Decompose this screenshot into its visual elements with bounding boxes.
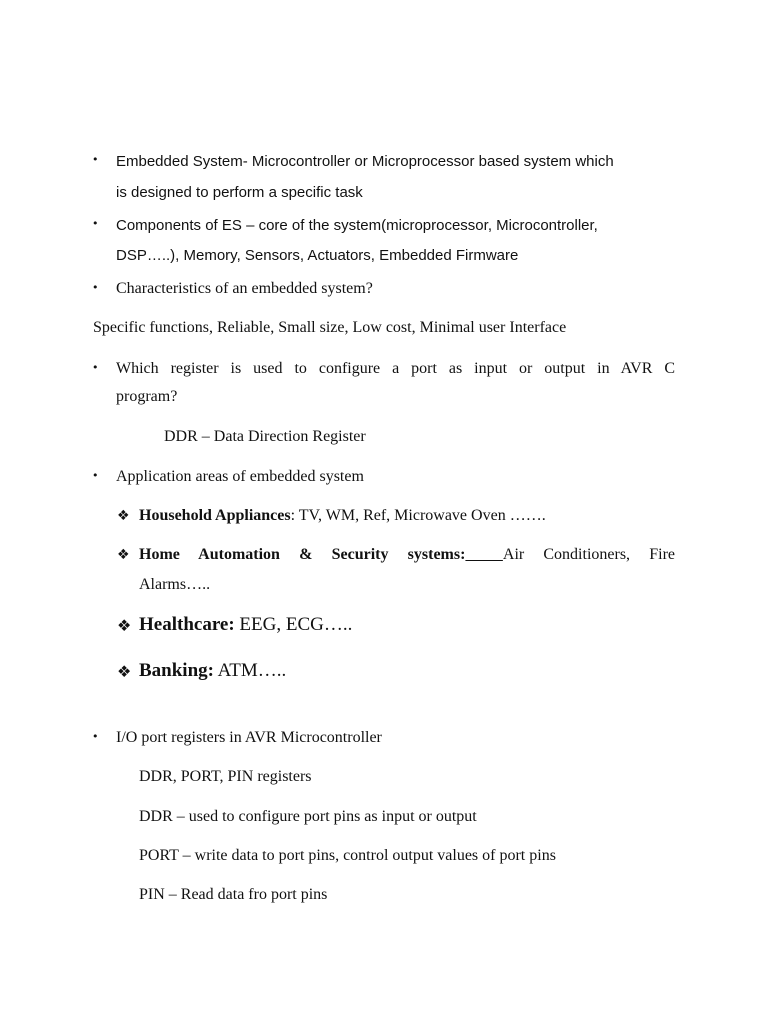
- io-ports-port: PORT – write data to port pins, control output values of port pins: [139, 847, 556, 864]
- register-question-line1: Which register is used to configure a port as input or output in AVR C: [116, 360, 675, 377]
- components-line1: Components of ES – core of the system(microprocessor, Microcontroller,: [116, 217, 598, 234]
- io-ports-registers: DDR, PORT, PIN registers: [139, 768, 312, 785]
- io-ports-ddr: DDR – used to configure port pins as input or output: [139, 808, 477, 825]
- home-automation-item: [139, 546, 675, 564]
- bullet-icon: •: [92, 217, 99, 230]
- diamond-bullet-icon: ❖: [117, 662, 132, 681]
- healthcare-item: [139, 614, 352, 636]
- banking-item: [139, 660, 286, 682]
- register-question-line2: program?: [116, 388, 178, 405]
- bullet-icon: •: [92, 361, 99, 374]
- healthcare-text: EEG, ECG…..: [234, 614, 353, 635]
- io-ports-pin: PIN – Read data fro port pins: [139, 886, 328, 903]
- diamond-bullet-icon: ❖: [117, 616, 132, 635]
- diamond-bullet-icon: ❖: [117, 508, 130, 524]
- bullet-icon: •: [92, 730, 99, 743]
- components-line2: DSP…..), Memory, Sensors, Actuators, Embedded Firmware: [116, 247, 519, 264]
- household-text: : TV, WM, Ref, Microwave Oven …….: [290, 507, 546, 524]
- healthcare-label: Healthcare:: [139, 614, 235, 635]
- bullet-icon: •: [92, 153, 99, 166]
- banking-text: ATM…..: [213, 660, 287, 681]
- home-automation-line2: Alarms…..: [139, 576, 211, 593]
- bullet-icon: •: [92, 281, 99, 294]
- home-automation-text: Air Conditioners, Fire: [502, 546, 675, 563]
- bullet-icon: •: [92, 469, 99, 482]
- diamond-bullet-icon: ❖: [117, 547, 130, 563]
- register-answer: DDR – Data Direction Register: [164, 428, 366, 445]
- household-appliances-item: [139, 507, 546, 525]
- io-ports-heading: I/O port registers in AVR Microcontroller: [116, 729, 382, 746]
- embedded-system-line2: is designed to perform a specific task: [116, 184, 363, 201]
- characteristics-answer: Specific functions, Reliable, Small size, Low cost, Minimal user Interface: [93, 319, 567, 336]
- home-automation-gap: [465, 546, 502, 563]
- applications-heading: Application areas of embedded system: [116, 468, 364, 485]
- home-automation-label: Home Automation & Security systems:: [139, 546, 466, 563]
- household-label: Household Appliances: [139, 507, 291, 524]
- characteristics-question: Characteristics of an embedded system?: [116, 280, 373, 297]
- embedded-system-line1: Embedded System- Microcontroller or Microprocessor based system which: [116, 153, 614, 170]
- banking-label: Banking:: [139, 660, 214, 681]
